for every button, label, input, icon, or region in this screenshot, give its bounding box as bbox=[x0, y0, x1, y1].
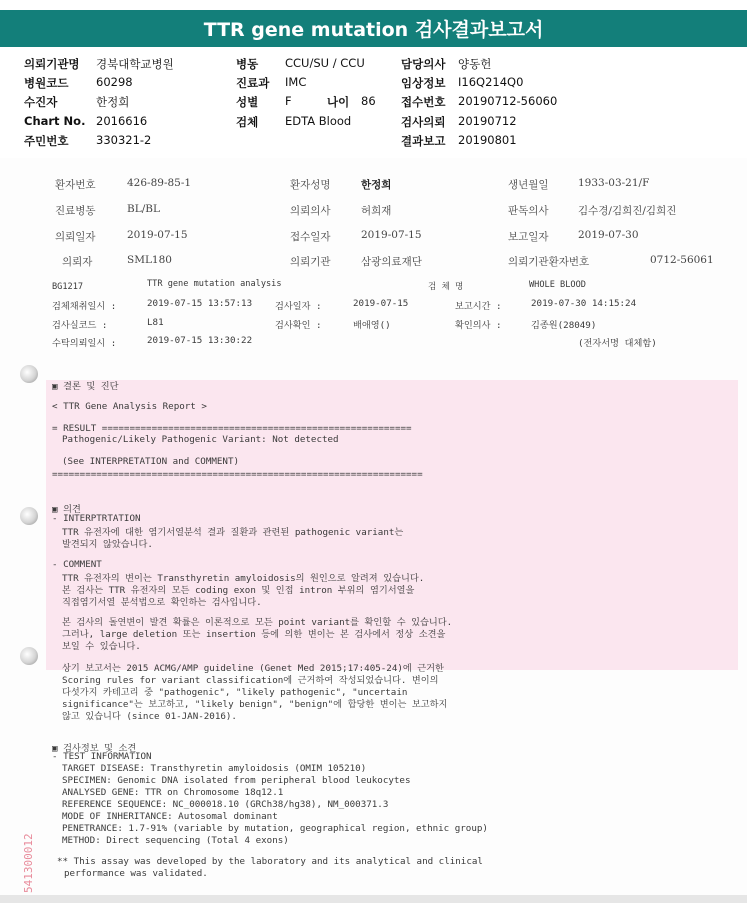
receipt-date-label: 접수일자 bbox=[290, 231, 331, 243]
interpretation-line: TTR 유전자에 대한 염기서열분석 결과 질환과 관련된 pathogenic variant는 bbox=[62, 527, 404, 538]
validation-note: ** This assay was developed by the laboratory and its analytical and clinical bbox=[57, 856, 483, 867]
info-line: TARGET DISEASE: Transthyretin amyloidosis (OMIM 105210) bbox=[62, 763, 367, 774]
patient-name-label: 환자성명 bbox=[290, 179, 331, 191]
report-time-value: 2019-07-30 14:15:24 bbox=[531, 298, 637, 309]
label-accession: 접수번호 bbox=[401, 95, 446, 109]
requesting-doctor-label: 의뢰의사 bbox=[290, 205, 331, 217]
result-heading: ▣ 결론 및 진단 bbox=[52, 381, 119, 392]
info-heading: ▣ 검사정보 및 소견 bbox=[52, 743, 137, 754]
binder-hole-icon bbox=[20, 365, 38, 383]
inst-patient-no-value: 0712-56061 bbox=[650, 254, 714, 266]
comment-line: Scoring rules for variant classification에 근거하여 작성되었습니다. 변이의 bbox=[62, 675, 439, 686]
value-clinical-info: I16Q214Q0 bbox=[458, 75, 524, 89]
value-doctor: 양동헌 bbox=[458, 57, 492, 71]
request-date-value: 2019-07-15 bbox=[127, 229, 188, 241]
consign-label: 수탁의뢰일시 : bbox=[52, 338, 117, 349]
requester-value: SML180 bbox=[127, 254, 172, 266]
birth-date-label: 생년월일 bbox=[508, 179, 549, 191]
label-clinical-info: 임상정보 bbox=[401, 76, 446, 90]
report-date-label: 보고일자 bbox=[508, 231, 549, 243]
label-department: 진료과 bbox=[236, 76, 270, 90]
verify-label: 검사확인 : bbox=[275, 320, 322, 331]
report-title: TTR gene mutation 검사결과보고서 bbox=[0, 10, 747, 47]
value-chart-no: 2016616 bbox=[96, 114, 148, 128]
requesting-doctor-value: 허희재 bbox=[361, 205, 392, 217]
value-sex: F bbox=[285, 94, 292, 108]
requester-label: 의뢰자 bbox=[62, 256, 93, 268]
value-requested: 20190712 bbox=[458, 114, 517, 128]
comment-line: TTR 유전자의 변이는 Transthyretin amyloidosis의 원인으로 알려져 있습니다. bbox=[62, 573, 425, 584]
label-ward: 병동 bbox=[236, 57, 259, 71]
comment-heading: - COMMENT bbox=[52, 559, 102, 570]
label-age: 나이 bbox=[327, 95, 350, 109]
specimen-name-value: WHOLE BLOOD bbox=[529, 280, 586, 290]
comment-line: 본 검사는 TTR 유전자의 모든 coding exon 및 인접 intron 부위의 염기서열을 bbox=[62, 585, 415, 596]
birth-date-value: 1933-03-21/F bbox=[578, 177, 650, 189]
comment-line: 상기 보고서는 2015 ACMG/AMP guideline (Genet Med 2015;17:405-24)에 근거한 bbox=[62, 663, 444, 674]
institution-value: 삼광의료재단 bbox=[361, 256, 422, 268]
info-line: MODE OF INHERITANCE: Autosomal dominant bbox=[62, 811, 278, 822]
institution-label: 의뢰기관 bbox=[290, 256, 331, 268]
reading-doctor-label: 판독의사 bbox=[508, 205, 549, 217]
value-age: 86 bbox=[361, 94, 376, 108]
sample-id-text: 541300012 bbox=[22, 833, 35, 893]
label-chart-no: Chart No. bbox=[24, 114, 86, 128]
patient-no-label: 환자번호 bbox=[55, 179, 96, 191]
info-line: ANALYSED GENE: TTR on Chromosome 18q12.1 bbox=[62, 787, 284, 798]
opinion-heading: ▣ 의견 bbox=[52, 504, 81, 515]
label-hospital-code: 병원코드 bbox=[24, 76, 69, 90]
interpretation-heading: - INTERPTRTATION bbox=[52, 513, 141, 524]
result-separator-bottom: =================================================================== bbox=[52, 469, 423, 480]
label-doctor: 담당의사 bbox=[401, 57, 446, 71]
value-department: IMC bbox=[285, 75, 307, 89]
request-date-label: 의뢰일자 bbox=[55, 231, 96, 243]
patient-name-value: 한정희 bbox=[361, 179, 392, 191]
see-note: (See INTERPRETATION and COMMENT) bbox=[62, 456, 240, 467]
label-specimen: 검체 bbox=[236, 115, 259, 129]
report-date-value: 2019-07-30 bbox=[578, 229, 639, 241]
test-date-label: 검사일자 : bbox=[275, 301, 322, 312]
comment-line: significance"는 보고하고, "likely benign", "benign"에 합당한 변이는 보고하지 bbox=[62, 699, 448, 710]
label-resident-no: 주민번호 bbox=[24, 134, 69, 148]
lab-code-label: 검사실코드 : bbox=[52, 320, 108, 331]
comment-line: 보일 수 있습니다. bbox=[62, 641, 141, 652]
test-date-value: 2019-07-15 bbox=[353, 298, 409, 309]
sample-id-vertical bbox=[2, 795, 42, 895]
info-line: REFERENCE SEQUENCE: NC_000018.10 (GRCh38/hg38), NM_000371.3 bbox=[62, 799, 389, 810]
result-separator-top: = RESULT ======================================================== bbox=[52, 423, 412, 434]
value-hospital-code: 60298 bbox=[96, 75, 133, 89]
lab-code-value: L81 bbox=[147, 317, 164, 328]
receipt-date-value: 2019-07-15 bbox=[361, 229, 422, 241]
value-institution: 경북대학교병원 bbox=[96, 57, 174, 71]
report-name: < TTR Gene Analysis Report > bbox=[52, 401, 207, 412]
comment-line: 직접염기서열 분석법으로 확인하는 검사입니다. bbox=[62, 597, 262, 608]
value-resident-no: 330321-2 bbox=[96, 133, 152, 147]
inst-patient-no-label: 의뢰기관환자번호 bbox=[508, 256, 590, 268]
report-time-label: 보고시간 : bbox=[455, 301, 502, 312]
label-reported: 결과보고 bbox=[401, 134, 446, 148]
confirm-doctor-label: 확인의사 : bbox=[455, 320, 502, 331]
collect-label: 검체채취일시 : bbox=[52, 301, 117, 312]
specimen-name-label: 검 체 명 bbox=[428, 282, 464, 292]
info-line: SPECIMEN: Genomic DNA isolated from peripheral blood leukocytes bbox=[62, 775, 411, 786]
label-sex: 성별 bbox=[236, 95, 259, 109]
comment-line: 않고 있습니다 (since 01-JAN-2016). bbox=[62, 711, 237, 722]
reading-doctor-value: 김수경/김희진/김희진 bbox=[578, 205, 677, 217]
value-accession: 20190712-56060 bbox=[458, 94, 558, 108]
value-reported: 20190801 bbox=[458, 133, 517, 147]
patient-no-value: 426-89-85-1 bbox=[127, 177, 192, 189]
variant-result: Pathogenic/Likely Pathogenic Variant: Not detected bbox=[62, 434, 339, 445]
confirm-doctor-value: 김종원(28049) bbox=[531, 320, 597, 331]
info-subheading: - TEST INFORMATION bbox=[52, 751, 152, 762]
ward-label: 진료병동 bbox=[55, 205, 96, 217]
collect-value: 2019-07-15 13:57:13 bbox=[147, 298, 253, 309]
test-name: TTR gene mutation analysis bbox=[147, 279, 282, 289]
binder-hole-icon bbox=[20, 507, 38, 525]
value-ward: CCU/SU / CCU bbox=[285, 56, 365, 70]
label-patient: 수진자 bbox=[24, 95, 58, 109]
comment-line: 다섯가지 카테고리 중 "pathogenic", "likely pathogenic", "uncertain bbox=[62, 687, 408, 698]
value-patient: 한정희 bbox=[96, 95, 130, 109]
comment-line: 그러나, large deletion 또는 insertion 등에 의한 변이는 본 검사에서 정상 소견을 bbox=[62, 629, 446, 640]
value-specimen: EDTA Blood bbox=[285, 114, 352, 128]
test-code: BG1217 bbox=[52, 282, 84, 292]
info-line: PENETRANCE: 1.7-91% (variable by mutation, geographical region, ethnic group) bbox=[62, 823, 488, 834]
order-info-header bbox=[0, 52, 747, 152]
label-requested: 검사의뢰 bbox=[401, 115, 446, 129]
ward-value: BL/BL bbox=[127, 203, 160, 215]
info-line: METHOD: Direct sequencing (Total 4 exons) bbox=[62, 835, 289, 846]
comment-line: 본 검사의 돌연변이 발견 확률은 이론적으로 모든 point variant를 확인할 수 있습니다. bbox=[62, 617, 453, 628]
label-institution: 의뢰기관명 bbox=[24, 57, 80, 71]
binder-hole-icon bbox=[20, 647, 38, 665]
verify-value: 배애영() bbox=[353, 320, 391, 331]
validation-note: performance was validated. bbox=[64, 868, 208, 879]
interpretation-line: 발견되지 않았습니다. bbox=[62, 539, 153, 550]
consign-value: 2019-07-15 13:30:22 bbox=[147, 335, 253, 346]
scroll-edge bbox=[0, 895, 747, 903]
e-signature-note: (전자서명 대체함) bbox=[578, 338, 657, 349]
